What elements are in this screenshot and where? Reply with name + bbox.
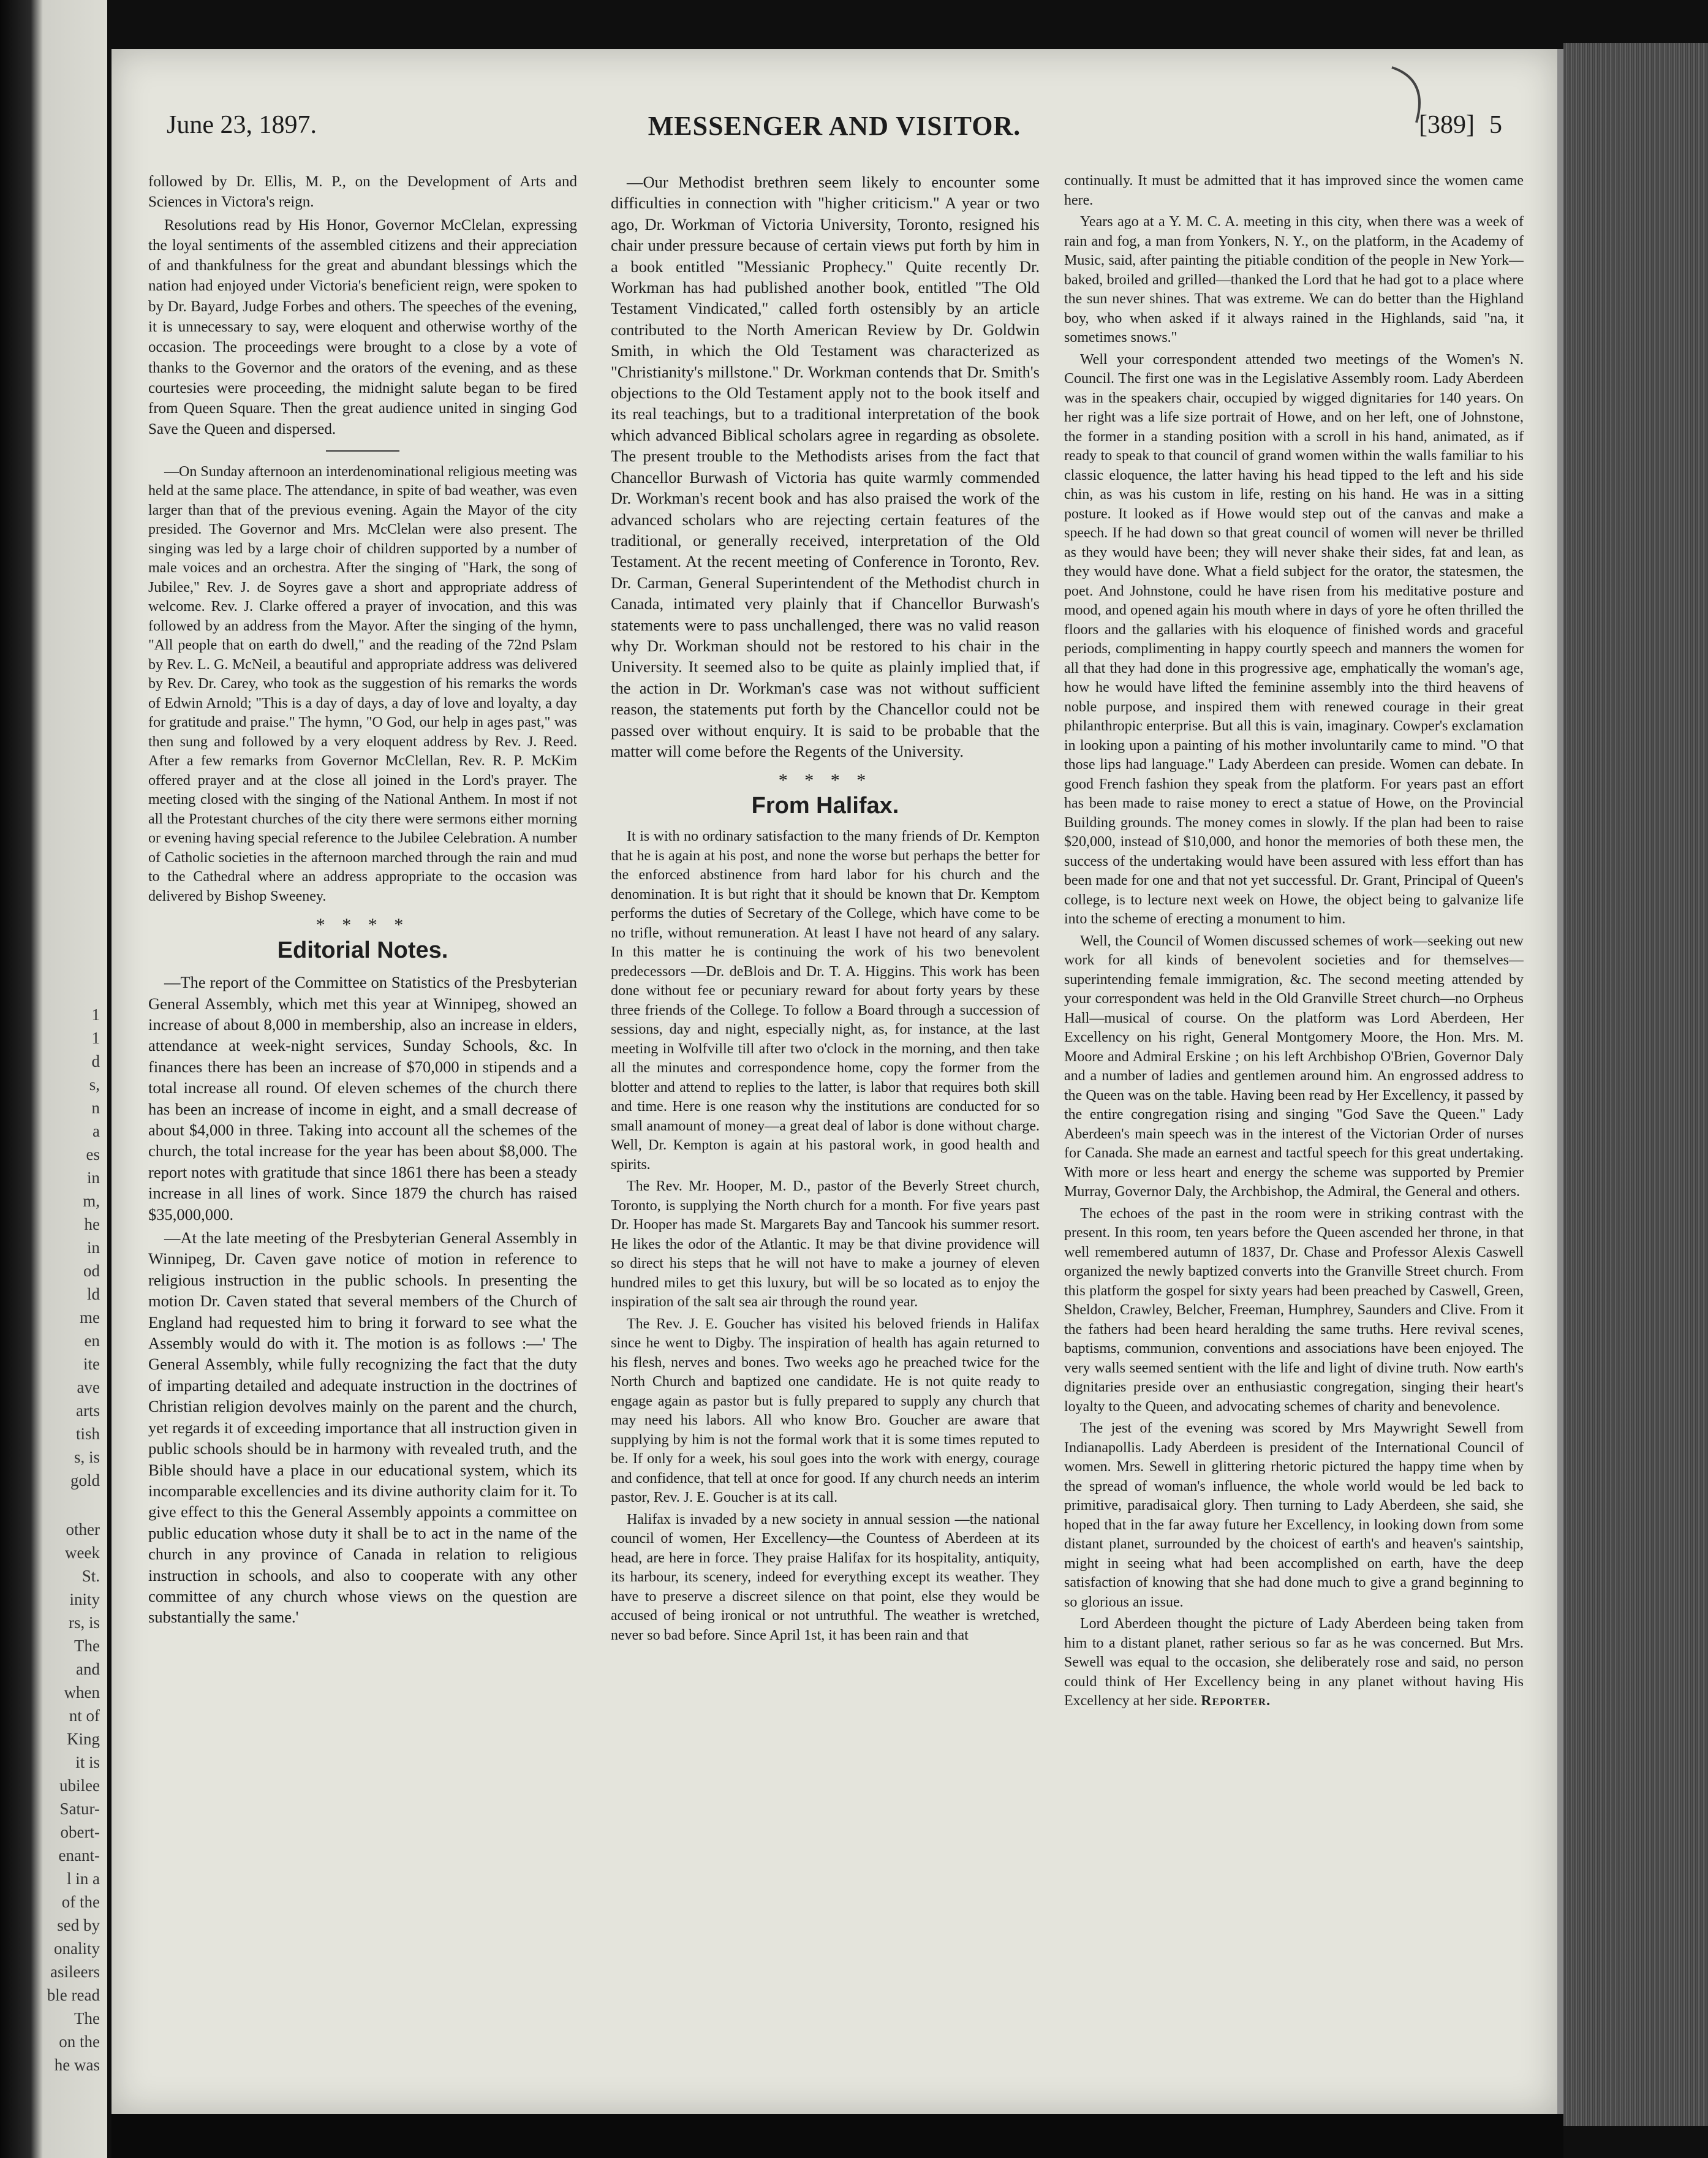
column-1 [148, 172, 577, 2083]
article-paragraph [1064, 1615, 1524, 1711]
page-header [167, 110, 1502, 159]
article-paragraph: Resolutions read by His Honor, Governor McClelan, expressing the loyal sentiments of the assembled citizens and their appreciation of and thankfulness for the great and abundant blessings which the nation had enjoyed under Victoria's beneficient reign, were spoken to by Dr. Bayard, Judge Forbes and others. The speeches of the evening, it is unnecessary to say, were eloquent and otherwise worthy of the occasion. The proceedings were brought to a close by a vote of thanks to the Governor and the orators of the evening, and as these courtesies were proceeding, the midnight salute began to be fired from Queen Square. Then the great audience united in singing God Save the Queen and dispersed. [148, 216, 577, 437]
facing-page-fragment: enant- [58, 1846, 100, 1865]
facing-page-fragment: s, is [74, 1448, 100, 1466]
facing-page-fragment: es [86, 1145, 100, 1164]
facing-page-fragment: sed by [57, 1916, 100, 1934]
facing-page-fragment: Satur- [59, 1800, 100, 1818]
facing-page-fragment: St. [81, 1567, 100, 1585]
facing-page-fragment: d [91, 1052, 100, 1070]
facing-page-fragment: other [66, 1520, 100, 1539]
column-3 [1064, 172, 1524, 2083]
facing-page-fragment: The [74, 2009, 100, 2027]
article-paragraph: Well your correspondent attended two meetings of the Women's N. Council. The first one was in the Legislative Assembly room. Lady Aberdeen was in the speakers chair, occupied by wigged dignitaries for 140 years. On her right was a life size portrait of Howe, and on her left, one of Johnstone, the former in a standing position with a scroll in his hand, animated, as if ready to speak to that council of grand women within the walls familiar to his classic eloquence, the latter having his head tipped to the left and his side chin, as was his custom in life, resting on his hand. He was in a sitting posture. It looked as if Howe would step out of the canvas and make a speech. If he had down so that great council of women will never be thrilled as they would have been; they will never shake their sides, fat and lean, as they would have done. What a field subject for the orator, the statesmen, the poet. And Johnstone, could he have risen from his meditative posture and mood, and opened again his mouth where in days of yore he often thrilled the floors and the gallaries with his eloquence of finished words and graceful periods, complimenting in happy courtly speech and manners the women for all that they had done in this progressive age, emphatically the woman's age, how he would have lifted the feminine assembly into the third heavens of noble purpose, and inspired them with renewed courage in their great philanthropic enterprise. But all this is vain, imaginary. Cowper's exclamation in looking upon a painting of his mother involuntarily came to mind. "O that those lips had language." Lady Aberdeen can preside. Women can debate. In good French fashion they speak from the platform. For years past an effort has been made to raise money to erect a statue of Howe, on the Provincial Building grounds. The money comes in slowly. If the plan had been to raise $20,000, instead of $10,000, and honor the memories of both these men, the success of the undertaking would have been assured with less effort than has been made for one and that not yet successful. Dr. Grant, Principal of Queen's college, is to lecture next week on Howe, the object being to galvanize life into the scheme of erecting a monument to him. [1064, 351, 1524, 927]
article-paragraph: Years ago at a Y. M. C. A. meeting in this city, when there was a week of rain and fog, a man from Yonkers, N. Y., on the platform, in the Academy of Music, said, after painting the pitiable condition of the people in New York—baked, broiled and grilled—thanked the Lord that he had got to a place where the sun never shines. That was extreme. We can do better than the Highland boy, who when asked if it always rained in the Highlands, said "na, it sometimes snows." [1064, 214, 1524, 346]
facing-page-fragment: King [67, 1730, 100, 1748]
article-paragraph: —Our Methodist brethren seem likely to encounter some difficulties in connection with "higher criticism." A year or two ago, Dr. Workman of Victoria University, Toronto, resigned his chair under pressure because of certain views put forth by him in a book entitled "Messianic Prophecy." Quite recently Dr. Workman has had published another book, entitled "The Old Testament Vindicated," called forth ostensibly by an article contributed to the North American Review by Dr. Goldwin Smith, in which the Old Testament was characterized as "Christianity's millstone." Dr. Workman contends that Dr. Smith's objections to the Old Testament apply not to the book itself and its real teachings, but to a traditional interpretation of the book which advanced Biblical scholars agree in regarding as obsolete. The present trouble to the Methodists arises from the fact that Chancellor Burwash of Victoria has quite warmly commended Dr. Workman's recent book and has also praised the work of the advanced scholars who are rejecting certain features of the traditional, or generally received, interpretation of the Old Testament. At the recent meeting of Conference in Toronto, Rev. Dr. Carman, General Superintendent of the Methodist church in Canada, intimated very plainly that if Chancellor Burwash's statements were to pass unchallenged, there was no valid reason why Dr. Workman should not be restored to his chair in the University. It seemed also to be quite as plainly implied that, if the action in Dr. Workman's case was not without sufficient reason, the statements put forth by the Chancellor could not be passed over without enquiry. It is said to be probable that the matter will come before the Regents of the University. [611, 173, 1040, 760]
facing-page-fragment: he [84, 1215, 100, 1233]
article-paragraph: Well, the Council of Women discussed schemes of work—seeking out new work for all kinds of benevolent societies and for themselves—superintending female immigration, &c. The second meeting attended by your correspondent was held in the Old Granville Street church—no Orpheus Hall—musical of course. On the platform was Lord Aberdeen, Her Excellency on his right, General Montgomery Moore, the Hon. Mrs. M. Moore and Admiral Erskine ; on his left Archbishop O'Brien, Governor Daly and a number of ladies and gentlemen around him. An engrossed address to the Queen was on the table. Having been read by Her Excellency, it passed by the entire congregation rising and singing "God Save the Queen." Lady Aberdeen's main speech was in the interest of the Victorian Order of nurses for Canada. She made an earnest and tactful speech for this great undertaking. With more or less heart and energy the scheme was supported by Premier Murray, Governor Daly, the Archbishop, the Admiral, the General and others. [1064, 933, 1524, 1200]
facing-page-fragment: ld [86, 1285, 100, 1303]
facing-page-fragment: od [83, 1262, 100, 1280]
facing-page-fragment: n [91, 1099, 100, 1117]
bracket-page-number: [389] [1419, 111, 1475, 139]
facing-page-fragment: obert- [60, 1823, 100, 1841]
facing-page-fragment: and [76, 1660, 100, 1678]
section-stars: * * * * [316, 915, 410, 936]
article-paragraph: The jest of the evening was scored by Mrs Maywright Sewell from Indianapollis. Lady Aberdeen is president of the International Council of women. Mrs. Sewell in glittering rhetoric pictured the happy time when by the spread of woman's influence, the whole world would be led back to primitive, paradisaical glory. Then turning to Lady Aberdeen, she said, she hoped that in the far away future her Excellency, in looking down from some distant planet, surrounded by the choicest of earth's and heaven's saintship, might in seeing what had been accomplished on earth, have the deep satisfaction of knowing that she had done much to give a grand beginning to so glorious an issue. [1064, 1420, 1524, 1610]
article-text: Lord Aberdeen thought the picture of Lady Aberdeen being taken from him to a distant planet, rather serious so far as he was concerned. But Mrs. Sewell was equal to the occasion, she deliberately rose and said, no person could think of Her Excellency being in any planet without having His Excellency at her side. [1064, 1616, 1524, 1709]
article-paragraph: followed by Dr. Ellis, M. P., on the Development of Arts and Sciences in Victora's reign. [148, 173, 577, 211]
facing-page-fragment: rs, is [68, 1613, 100, 1632]
facing-page-fragment: when [64, 1683, 100, 1702]
article-paragraph: continually. It must be admitted that it has improved since the women came here. [1064, 173, 1524, 208]
facing-page-fragment: m, [83, 1192, 100, 1210]
facing-page-fragment: in [86, 1238, 100, 1257]
article-paragraph: The echoes of the past in the room were in striking contrast with the present. In this room, ten years before the Queen ascended her throne, in that well remembered autumn of 1837, Dr. Chase and Professor Alexis Caswell organized the newly baptized converts into the Granville Street church. From this platform the gospel for sixty years had been preached by Caswell, Green, Sheldon, Crawley, Belcher, Freeman, Humphrey, Saunders and Clive. From it the fathers had been heard heralding the same truths. Here revival scenes, baptisms, communion, conventions and associations have been enjoyed. The very walls seemed sentient with the life and light of divine truth. Now earth's dignitaries preside over an enthusiastic congregation, singing their heart's loyalty to the Queen, and advocating schemes of charity and benevolence. [1064, 1205, 1524, 1415]
book-page-edges [1563, 43, 1708, 2126]
article-paragraph: Halifax is invaded by a new society in annual session —the national council of women, Her Excellency—the Countess of Aberdeen at its head, are here in force. They praise Halifax for its hospitality, antiquity, its harbour, its scenery, indeed for everything except its weather. They have to preserve a discreet silence on that point, else they would be accused of being ironical or not untruthful. The weather is wretched, never so bad before. Since April 1st, it has been rain and that [611, 1511, 1040, 1643]
byline-signature: Reporter. [1201, 1693, 1271, 1709]
facing-page-fragment: gold [70, 1471, 100, 1490]
facing-page-fragment: asileers [50, 1963, 100, 1981]
article-paragraph: The Rev. Mr. Hooper, M. D., pastor of the Beverly Street church, Toronto, is supplying the North church for a month. For five years past Dr. Hooper has made St. Margarets Bay and Tancook his summer resort. He likes the odor of the Atlantic. It may be that divine providence will so direct his steps that he will not have to make a journey of eleven hundred miles to get this luxury, but will be so located as to enjoy the inspiration of the salt sea air through the round year. [611, 1178, 1040, 1311]
facing-page-fragment: nt of [69, 1706, 100, 1725]
facing-page-fragment: en [84, 1331, 100, 1350]
column-2 [611, 172, 1040, 2083]
facing-page-fragment: s, [89, 1075, 100, 1094]
facing-page-fragment: in [86, 1168, 100, 1187]
masthead-title: MESSENGER AND VISITOR. [648, 111, 1021, 141]
facing-page-fragment: onality [54, 1939, 100, 1958]
facing-page-fragment: 1 [91, 1029, 100, 1047]
article-paragraph: The Rev. J. E. Goucher has visited his beloved friends in Halifax since he went to Digby. The inspiration of health has again returned to his flesh, nerves and bones. Two weeks ago he preached twice for the North Church and baptized one candidate. He is not quite ready to engage again as pastor but is fully prepared to supply any church that may need his labors. All who know Bro. Goucher are aware that supplying by him is not the formal work that it is some times reputed to be. If only for a week, his soul goes into the work with energy, courage and confidence, that tell at once for good. If any church needs an interim pastor, Rev. J. E. Goucher is at its call. [611, 1316, 1040, 1506]
facing-page-fragment: The [74, 1637, 100, 1655]
facing-page-fragment: arts [76, 1401, 100, 1420]
facing-page-fragment: he was [54, 2056, 100, 2074]
scan-shadow [111, 2114, 1563, 2158]
issue-date: June 23, 1897. [167, 111, 317, 139]
newspaper-page [111, 49, 1563, 2114]
facing-page-fragment: of the [61, 1893, 100, 1911]
facing-page-fragment: a [93, 1122, 100, 1140]
facing-page-fragment: tish [75, 1425, 100, 1443]
facing-page-edge [0, 0, 107, 2158]
facing-page-fragment: ite [83, 1355, 100, 1373]
facing-page-fragment: inity [69, 1590, 100, 1608]
facing-page-fragment: me [80, 1308, 100, 1327]
facing-page-fragment: ubilee [59, 1776, 100, 1795]
section-heading-from-halifax: From Halifax. [751, 792, 899, 819]
page-number: 5 [1489, 111, 1502, 139]
facing-page-fragment: 1 [91, 1005, 100, 1024]
facing-page-fragment: on the [59, 2032, 100, 2051]
facing-page-fragment: it is [75, 1753, 100, 1771]
facing-page-fragment: ble read [47, 1986, 100, 2004]
section-stars: * * * * [778, 770, 872, 791]
article-paragraph: —At the late meeting of the Presbyterian General Assembly in Winnipeg, Dr. Caven gave notice of motion in reference to religious instruction in the public schools. In presenting the motion Dr. Caven stated that several members of the Church of England had requested him to bring it forward to see what the Assembly would do with it. The motion is as follows :—' The General Assembly, while fully recognizing the fact that the duty of imparting detailed and adequate instruction in the doctrines of Christian religion devolves mainly on the parent and the church, yet regards it of exceeding importance that all instruction given in public schools should be in harmony with revealed truth, and the Bible should have a place in our educational system, which its incomparable excellencies and its divine authority claim for it. To give effect to this the General Assembly appoints a committee on public education whose duty it shall be to act in the name of the church in any province of Canada in relation to religious instruction in schools, and also to cooperate with any other committee of any church whose views on the question are substantially the same.' [148, 1229, 577, 1627]
article-paragraph: —The report of the Committee on Statistics of the Presbyterian General Assembly, which met this year at Winnipeg, showed an increase of about 8,000 in membership, also an increase in elders, attendance at week-night services, Sunday Schools, &c. In finances there has been an increase of $70,000 in stipends and a total increase all round. Of eleven schemes of the church there has been an increase of income in eight, and a small decrease of about $4,000 in three. Taking into account all the schemes of the church, the total increase for the year has been about $8,000. The report notes with gratitude that since 1861 there has been a steady increase in all lines of work. Since 1879 the church has raised $35,000,000. [148, 973, 577, 1224]
facing-page-fragment: ave [77, 1378, 100, 1396]
divider-rule [326, 450, 399, 452]
section-heading-editorial-notes: Editorial Notes. [277, 937, 448, 963]
page-number-block [1419, 110, 1502, 140]
facing-page-fragment: l in a [67, 1869, 100, 1888]
article-paragraph: It is with no ordinary satisfaction to the many friends of Dr. Kempton that he is again at his post, and none the worse but perhaps the better for the enforced abstinence from hard labor for his church and the denomination. It is but right that it should be known that Dr. Kemptom performs the duties of Secretary of the College, which have come to be no trifle, without remuneration. At least I have not heard of any salary. In this matter he is continuing the work of his two benevolent predecessors —Dr. deBlois and Dr. T. A. Higgins. This work has been done without fee or pecuniary reward for about forty years by these three friends of the College. To follow a Board through a succession of sessions, day and night, especially night, as, for instance, at the last meeting in Wolfville till after two o'clock in the morning, and then take all the minutes and correspondence home, copy the former from the blotter and attend to replies to the latter, is labor that requires both skill and time. Here is one reason why the institutions are conducted for so small anamount of money—a great deal of labor is done without charge. Well, Dr. Kempton is again at his pastoral work, in good health and spirits. [611, 828, 1040, 1173]
article-paragraph: —On Sunday afternoon an interdenominational religious meeting was held at the same place. The attendance, in spite of bad weather, was even larger than that of the previous evening. Again the Mayor of the city presided. The Governor and Mrs. McClelan were also present. The singing was led by a large choir of children supported by a number of male voices and an orchestra. After the singing of "Hark, the song of Jubilee," Rev. J. de Soyres gave a short and appropriate address of welcome. Rev. J. Clarke offered a prayer of invocation, and this was followed by an address from the Mayor. After the singing of the hymn, "All people that on earth do dwell," and the reading of the 72nd Pslam by Rev. L. G. McNeil, a beautiful and appropriate address was delivered by Rev. Dr. Carey, who took as the suggestion of his remarks the words of Edwin Arnold; "This is a day of days, a day of love and loyalty, a day for gratitude and praise." The hymn, "O God, our help in ages past," was then sung and followed by a very eloquent address by Rev. J. Reed. After a few remarks from Governor McClellan, Rev. R. P. McKim offered prayer and at the close all joined in the Lord's prayer. The meeting closed with the singing of the National Anthem. In most if not all the Protestant churches of the city there were sermons either morning or evening having special reference to the Jubilee Celebration. A number of Catholic societies in the afternoon marched through the rain and mud to the Cathedral where an address appropriate to the occasion was delivered by Bishop Sweeney. [148, 463, 577, 904]
facing-page-fragment: week [65, 1543, 100, 1562]
